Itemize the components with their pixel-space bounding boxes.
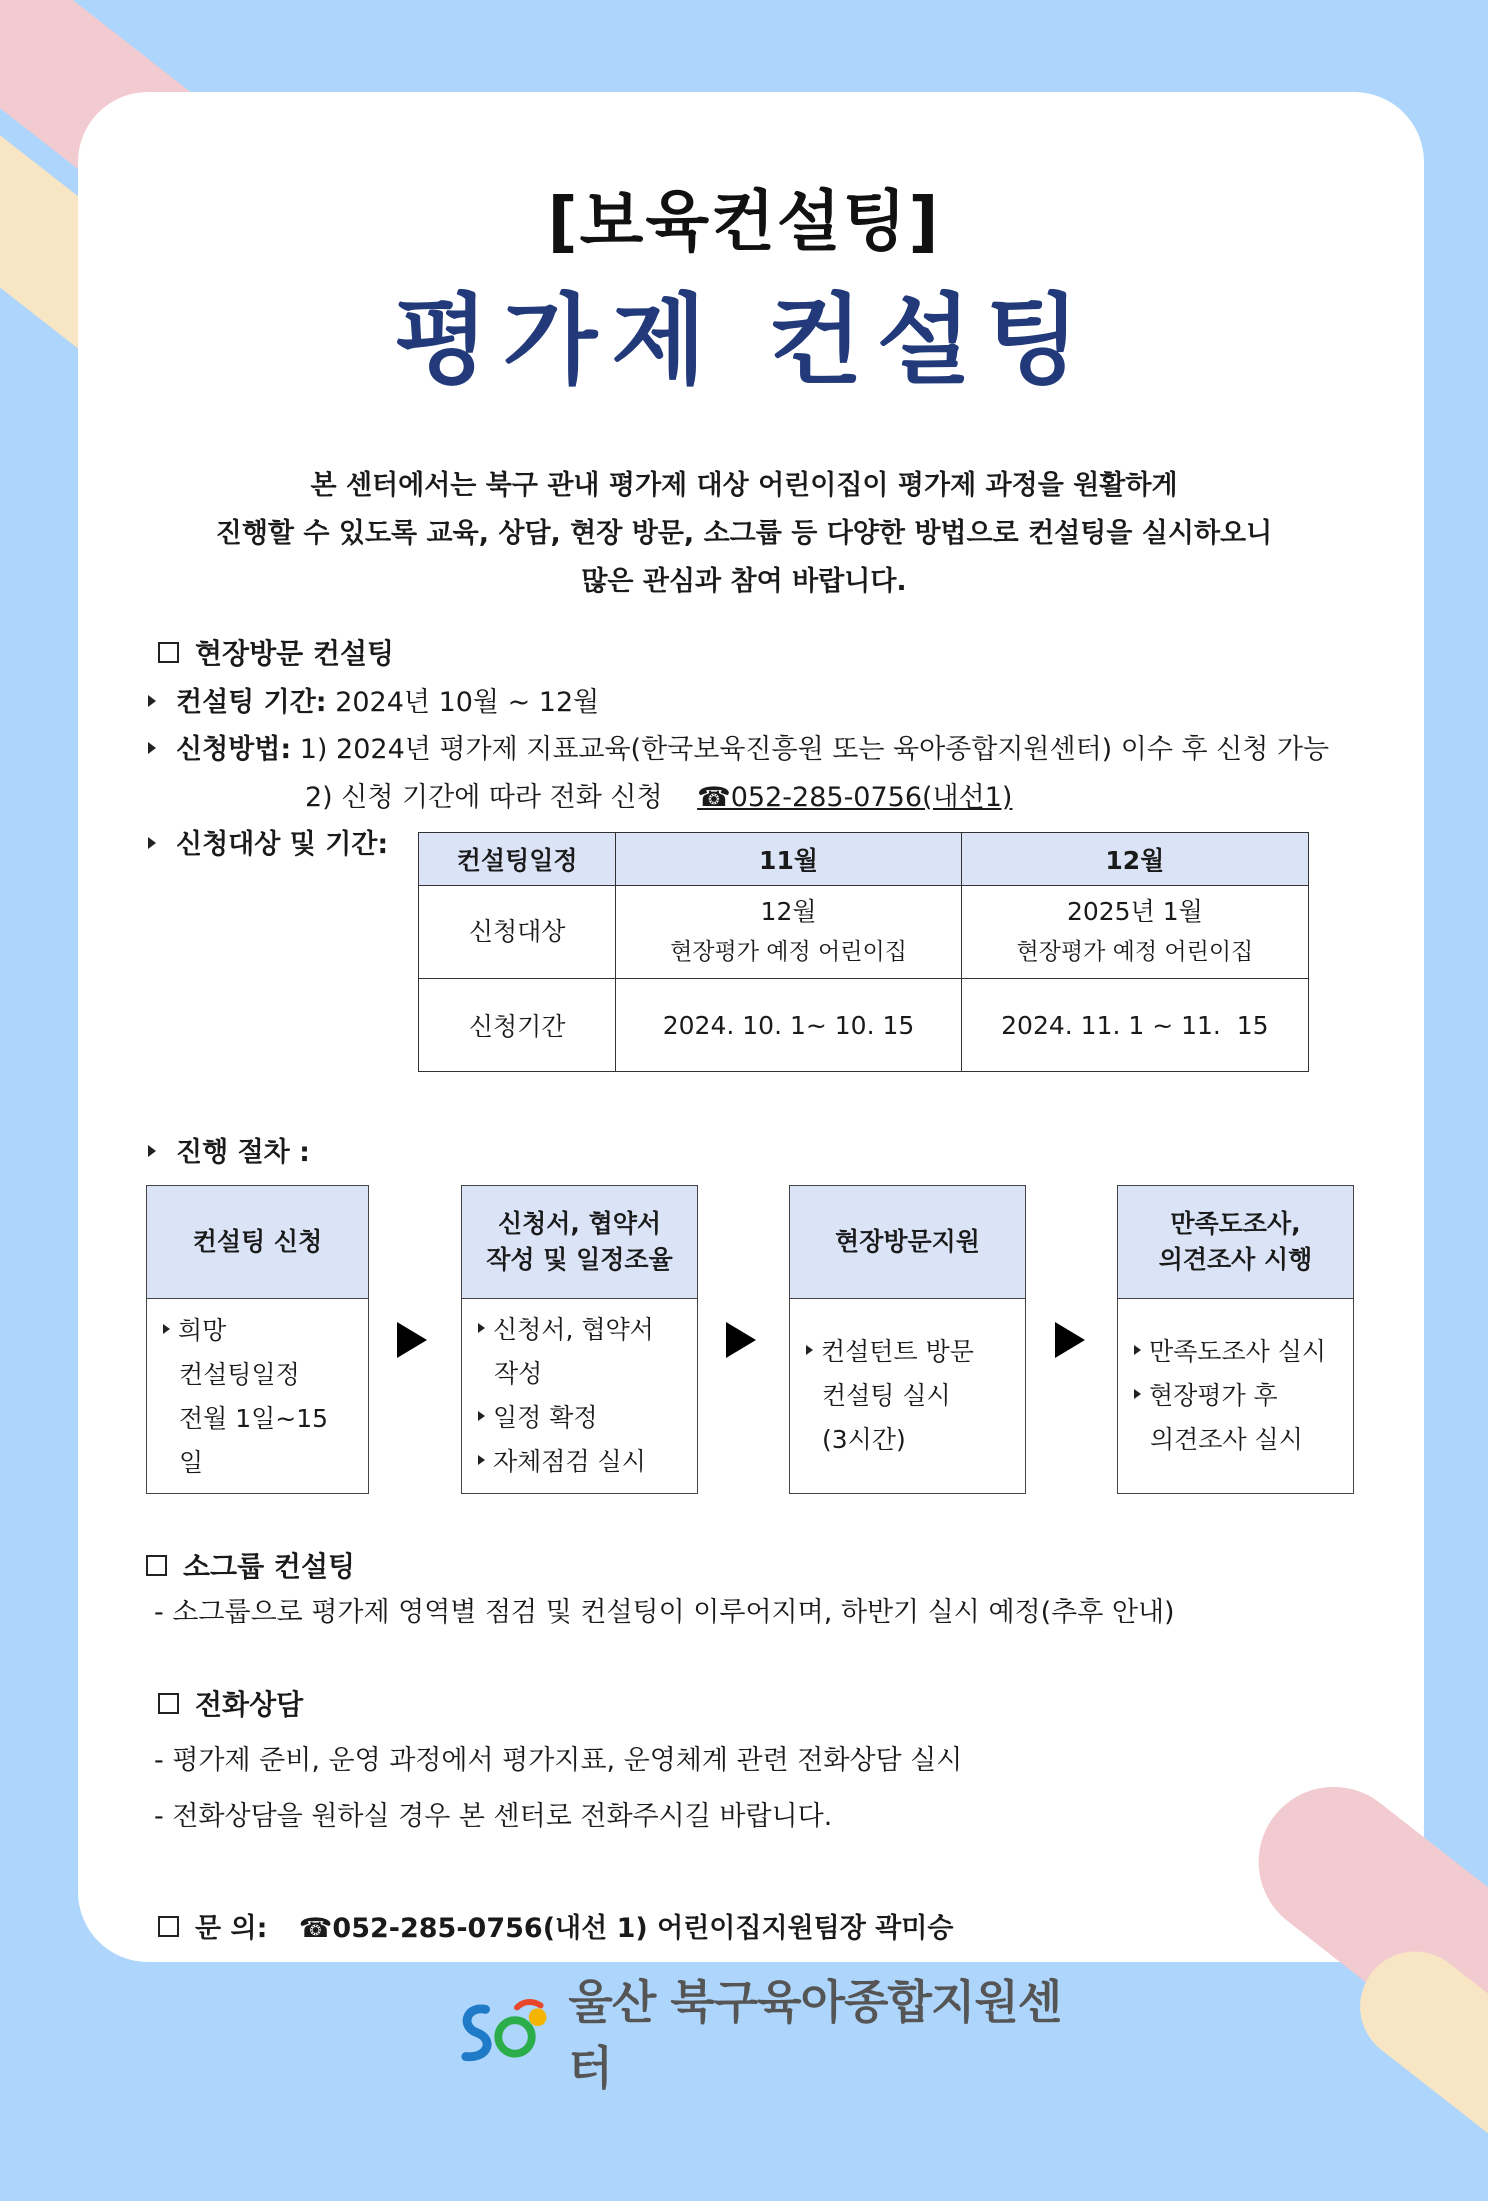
triangle-bullet-icon: [148, 837, 156, 849]
table-header-cell: 11월: [616, 833, 961, 886]
triangle-bullet-icon: [478, 1411, 485, 1421]
target-period-label: 신청대상 및 기간:: [148, 822, 388, 861]
checkbox-square-icon: [146, 1555, 167, 1576]
triangle-bullet-icon: [148, 695, 156, 707]
intro-line: 진행할 수 있도록 교육, 상담, 현장 방문, 소그룹 등 다양한 방법으로 컨설팅을 실시하오니: [215, 518, 1273, 549]
checkbox-square-icon: [158, 1916, 179, 1937]
phone-consult-line: - 전화상담을 원하실 경우 본 센터로 전화주시길 바랍니다.: [154, 1801, 833, 1832]
table-cell: 12월 현장평가 예정 어린이집: [616, 886, 961, 979]
section-heading-small-group: 소그룹 컨설팅: [146, 1545, 355, 1585]
step-title: 만족도조사, 의견조사 시행: [1118, 1186, 1353, 1299]
phone-consult-line: - 평가제 준비, 운영 과정에서 평가지표, 운영체계 관련 전화상담 실시: [154, 1745, 963, 1776]
triangle-bullet-icon: [148, 1145, 156, 1157]
intro-line: 많은 관심과 참여 바랍니다.: [581, 566, 907, 597]
intro-line: 본 센터에서는 북구 관내 평가제 대상 어린이집이 평가제 과정을 원활하게: [310, 470, 1178, 501]
table-header-cell: 12월: [961, 833, 1308, 886]
small-group-description: - 소그룹으로 평가제 영역별 점검 및 컨설팅이 이루어지며, 하반기 실시 예정(추후 안내): [154, 1597, 1175, 1628]
table-cell: 2024. 11. 1 ~ 11. 15: [961, 979, 1308, 1072]
arrow-right-icon: [726, 1322, 756, 1358]
procedure-step-3: [789, 1185, 1026, 1494]
step-body: 만족도조사 실시 현장평가 후 의견조사 실시: [1118, 1299, 1353, 1493]
step-title: 컨설팅 신청: [147, 1186, 368, 1299]
procedure-step-4: [1117, 1185, 1354, 1494]
section-heading-site-visit: 현장방문 컨설팅: [158, 632, 394, 672]
phone-number-link[interactable]: ☎052-285-0756(내선1): [697, 782, 1013, 813]
schedule-table: [418, 832, 1309, 1072]
arrow-right-icon: [397, 1322, 427, 1358]
checkbox-square-icon: [158, 642, 179, 663]
step-title: 신청서, 협약서 작성 및 일정조율: [462, 1186, 697, 1299]
triangle-bullet-icon: [1134, 1389, 1141, 1399]
procedure-label: 진행 절차 :: [148, 1130, 310, 1169]
table-row-label: 신청대상: [419, 886, 616, 979]
step-body: 신청서, 협약서 작성 일정 확정 자체점검 실시: [462, 1299, 697, 1493]
table-cell: 2024. 10. 1~ 10. 15: [616, 979, 961, 1072]
consulting-period: 컨설팅 기간: 2024년 10월 ~ 12월: [148, 680, 599, 719]
table-row-label: 신청기간: [419, 979, 616, 1072]
page-subtitle: [보육컨설팅]: [547, 183, 941, 260]
application-method: 신청방법: 1) 2024년 평가제 지표교육(한국보육진흥원 또는 육아종합지원센터) 이수 후 신청 가능: [148, 727, 1329, 766]
section-heading-phone-consult: 전화상담: [158, 1683, 303, 1723]
table-row: [419, 979, 1309, 1072]
step-body: 컨설턴트 방문 컨설팅 실시 (3시간): [790, 1299, 1025, 1493]
triangle-bullet-icon: [163, 1324, 170, 1334]
step-title: 현장방문지원: [790, 1186, 1025, 1299]
triangle-bullet-icon: [806, 1345, 813, 1355]
org-name: 울산 북구육아종합지원센터: [568, 1975, 1062, 2095]
intro-paragraph: [0, 462, 1488, 606]
page-title: 평가제 컨설팅: [393, 284, 1095, 398]
org-logo: [456, 1975, 1096, 2095]
step-body: 희망 컨설팅일정 전월 1일~15일: [147, 1299, 368, 1493]
table-header-row: [419, 833, 1309, 886]
table-cell: 2025년 1월 현장평가 예정 어린이집: [961, 886, 1308, 979]
org-logo-icon: [456, 1997, 554, 2067]
triangle-bullet-icon: [478, 1455, 485, 1465]
table-header-cell: 컨설팅일정: [419, 833, 616, 886]
application-method-2: 2) 신청 기간에 따라 전화 신청 ☎052-285-0756(내선1): [305, 782, 1013, 813]
triangle-bullet-icon: [148, 742, 156, 754]
table-row: [419, 886, 1309, 979]
procedure-step-2: [461, 1185, 698, 1494]
inquiry-line: 문 의: ☎052-285-0756(내선 1) 어린이집지원팀장 곽미승: [158, 1906, 953, 1945]
triangle-bullet-icon: [478, 1323, 485, 1333]
triangle-bullet-icon: [1134, 1345, 1141, 1355]
procedure-step-1: [146, 1185, 369, 1494]
checkbox-square-icon: [158, 1693, 179, 1714]
inquiry-contact: ☎052-285-0756(내선 1) 어린이집지원팀장 곽미승: [298, 1913, 954, 1944]
arrow-right-icon: [1055, 1322, 1085, 1358]
